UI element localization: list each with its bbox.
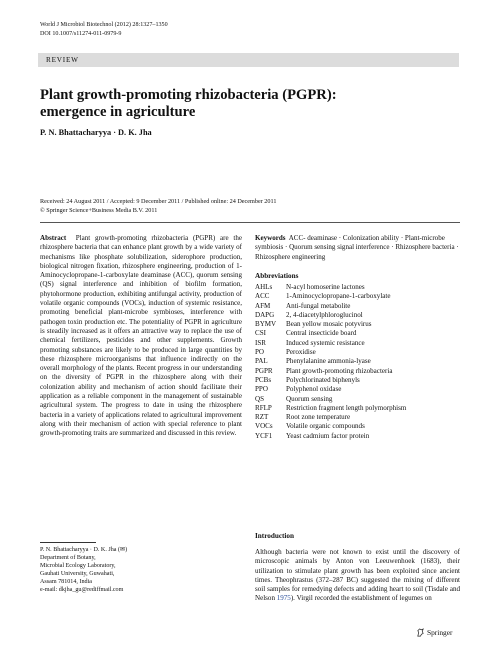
article-title <box>40 87 460 121</box>
abbreviation-meaning: Induced systemic resistance <box>286 338 365 347</box>
abbreviation-meaning: Quorum sensing <box>286 394 333 403</box>
abbreviation-row <box>255 311 460 320</box>
abbreviation-code: RZT <box>255 413 269 422</box>
abbreviation-row <box>255 348 460 357</box>
author-affiliation <box>40 546 127 594</box>
abbreviation-row <box>255 432 460 441</box>
abbreviation-code: AHLs <box>255 283 273 291</box>
abbreviation-row <box>255 292 460 301</box>
affiliation-line: P. N. Bhattacharyya · D. K. Jha (✉) <box>40 547 128 553</box>
abbreviation-code: PO <box>255 348 265 357</box>
abbreviation-meaning: Plant growth-promoting rhizobacteria <box>286 366 393 375</box>
abbreviation-code: PGPR <box>255 366 273 375</box>
abbreviation-code: YCF1 <box>255 431 273 440</box>
introduction-heading: Introduction <box>255 532 295 540</box>
keywords-text: ACC- deaminase · Colonization ability · Plant-microbe symbiosis · Quorum sensing signal interference · Rhizosphere bacteria · Rhizosphere engineering <box>255 234 459 261</box>
publication-dates: Received: 24 August 2011 / Accepted: 9 December 2011 / Published online: 24 December 2011 <box>40 198 277 205</box>
abbreviation-row <box>255 385 460 394</box>
abbreviation-row <box>255 302 460 311</box>
authors: P. N. Bhattacharyya · D. K. Jha <box>40 128 152 137</box>
abbreviation-row <box>255 413 460 422</box>
abbreviation-code: BYMV <box>255 320 277 329</box>
abstract <box>40 234 242 439</box>
affiliation-line: Microbial Ecology Laboratory, <box>40 563 116 569</box>
intro-text-a: Although bacteria were not known to exist until the discovery of microscopic animals by Anton von Leeuwenhoek (1683), their utilization to stimulate plant growth has been exploited since ancient times. Theophrastus (372–287 BC) suggested the mixing of different soil samples for remedying defects and adding heart to soil (Tisdale and Nelson <box>255 548 460 603</box>
abbreviation-code: PCBs <box>255 375 272 384</box>
keywords-label: Keywords <box>255 234 286 242</box>
abbreviation-meaning: N-acyl homoserine lactones <box>286 283 365 291</box>
intro-text-b: ). Virgil recorded the establishment of legumes on <box>290 594 432 603</box>
abbreviation-code: QS <box>255 394 265 403</box>
abbreviation-meaning: Polychlorinated biphenyls <box>286 375 360 384</box>
abbreviation-code: PAL <box>255 357 268 366</box>
abbreviation-meaning: Yeast cadmium factor protein <box>286 431 370 440</box>
abbreviation-row <box>255 422 460 431</box>
abbreviation-row <box>255 404 460 413</box>
citation-link[interactable]: 1975 <box>276 594 291 603</box>
abbreviation-row <box>255 376 460 385</box>
publisher-logo <box>416 628 452 637</box>
abbreviation-code: CSI <box>255 329 266 338</box>
abbreviation-code: ACC <box>255 292 270 301</box>
introduction-text <box>255 548 460 604</box>
abbreviation-meaning: Bean yellow mosaic potyvirus <box>286 320 372 329</box>
title-line-2: emergence in agriculture <box>40 104 196 120</box>
abbreviation-meaning: Phenylalanine ammonia-lyase <box>286 357 371 366</box>
journal-citation: World J Microbiol Biotechnol (2012) 28:1327–1350 <box>40 22 168 28</box>
doi-line[interactable]: DOI 10.1007/s11274-011-0979-9 <box>40 31 122 37</box>
affiliation-line: Assam 781014, India <box>40 579 92 585</box>
abstract-text: Plant growth-promoting rhizobacteria (PGPR) are the rhizosphere bacteria that can enhance plant growth by a wide variety of mechanisms like phosphate solubilization, siderophore production, biological nitrogen fixation, rhizosphere engineering, production of 1-Aminocyclopropane-1-carboxylate deaminase (ACC), quorum sensing (QS) signal interference and inhibition of biofilm formation, phytohormone production, exhibiting antifungal activity, production of volatile organic compounds (VOCs), induction of systemic resistance, promoting beneficial plant-microbe symbioses, interference with pathogen toxin production etc. The potentiality of PGPR in agriculture is steadily increased as it offers an attractive way to replace the use of chemical fertilizers, pesticides and other supplements. Growth promoting substances are likely to be produced in large quantities by these rhizosphere microorganisms that influence indirectly on the overall morphology of the plants. Recent progress in our understanding on the diversity of PGPR in the rhizosphere along with their colonization ability and mechanism of action should facilitate their application as a reliable component in the management of sustainable agricultural system. The progress to date in using the rhizosphere bacteria in a variety of applications related to agricultural improvement along with their mechanism of action with special reference to plant growth-promoting traits are summarized and discussed in this review. <box>40 234 242 438</box>
abbreviation-code: ISR <box>255 338 266 347</box>
section-band: REVIEW <box>38 53 459 67</box>
title-line-1: Plant growth-promoting rhizobacteria (PGPR): <box>40 87 337 103</box>
abbreviation-row <box>255 329 460 338</box>
abbreviation-meaning: Polyphenol oxidase <box>286 385 342 394</box>
abbreviation-meaning: Volatile organic compounds <box>286 422 365 431</box>
copyright-notice: © Springer Science+Business Media B.V. 2011 <box>40 207 158 214</box>
abbreviation-row <box>255 395 460 404</box>
abbreviation-meaning: 2, 4-diacetylphloroglucinol <box>286 310 363 319</box>
header-divider <box>40 222 460 223</box>
keywords <box>255 234 460 262</box>
abbreviation-code: AFM <box>255 301 271 310</box>
abbreviation-row <box>255 339 460 348</box>
abbreviations-table <box>255 283 460 441</box>
abbreviation-code: PPO <box>255 385 268 394</box>
abbreviation-meaning: 1-Aminocyclopropane-1-carboxylate <box>286 292 391 301</box>
affiliation-line: Department of Botany, <box>40 555 96 561</box>
springer-wordmark: Springer <box>427 628 453 637</box>
abbreviation-row <box>255 367 460 376</box>
abbreviation-code: RFLP <box>255 403 272 412</box>
abbreviation-meaning: Root zone temperature <box>286 413 351 422</box>
abstract-label: Abstract <box>40 234 67 242</box>
abbreviation-row <box>255 357 460 366</box>
abbreviation-meaning: Restriction fragment length polymorphism <box>286 403 407 412</box>
abbreviation-code: DAPG <box>255 310 275 319</box>
abbreviation-row <box>255 283 460 292</box>
abbreviation-meaning: Anti-fungal metabolite <box>286 301 351 310</box>
affiliation-email[interactable]: e-mail: dkjha_gu@rediffmail.com <box>40 587 124 593</box>
affiliation-line: Gauhati University, Guwahati, <box>40 571 115 577</box>
abbreviation-meaning: Central insecticide board <box>286 329 357 338</box>
springer-horse-icon <box>416 628 425 637</box>
abbreviation-code: VOCs <box>255 422 273 431</box>
affiliation-divider <box>40 542 96 543</box>
abbreviation-meaning: Peroxidise <box>286 348 316 357</box>
abbreviations-heading: Abbreviations <box>255 272 299 280</box>
abbreviation-row <box>255 320 460 329</box>
